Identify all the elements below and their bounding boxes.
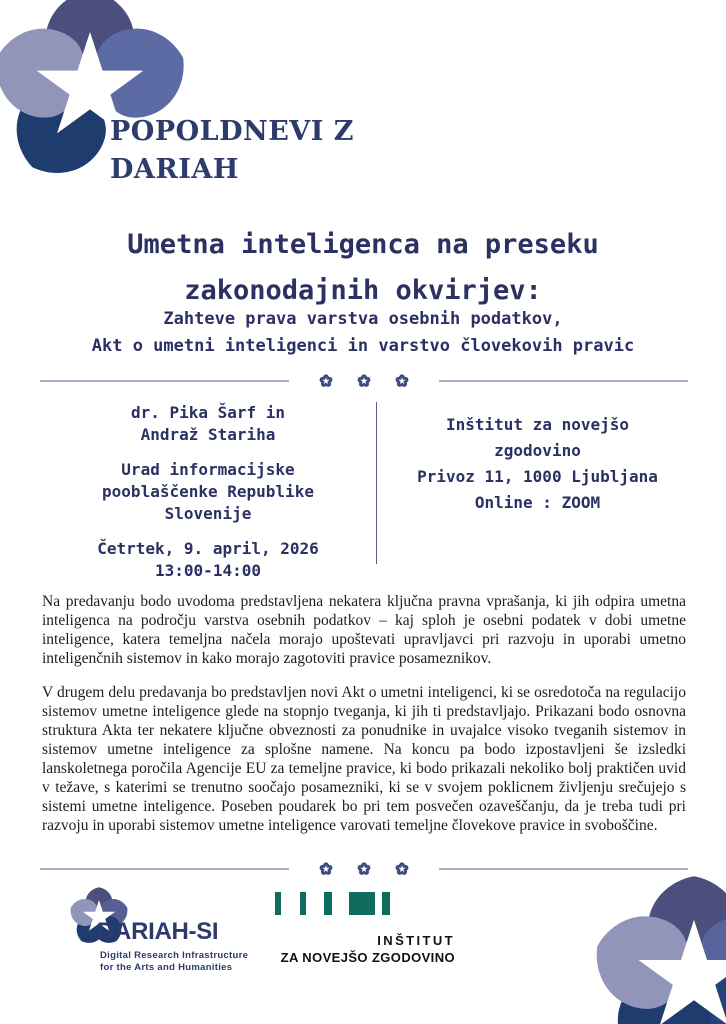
inz-barcode-icon [275,892,455,915]
event-title-line1: Umetna inteligenca na preseku [127,229,599,260]
flower-icon [319,862,333,876]
organization-line: pooblaščenke Republike [102,482,314,501]
divider-line [439,868,688,870]
event-title-line2: zakonodajnih okvirjev: [184,275,542,306]
inz-text-line2: ZA NOVEJŠO ZGODOVINO [280,950,455,965]
organization-line: Slovenije [164,504,252,523]
divider-ornament [319,374,409,388]
event-details [40,398,698,595]
description-paragraph-1: Na predavanju bodo uvodoma predstavljena nekatera ključna pravna vprašanja, ki jih odpira umetna inteligenca na področju varstva osebnih podatkov – kaj sploh je osebni podatek v dobi umetne inteligence, katera temeljna načela morajo upoštevati upravljavci pri razvoju in uporabi umetno inteligenčnih sistemov in kako morajo zagotoviti pravice posameznikov. [42,593,686,667]
flower-icon [395,374,409,388]
event-subtitle-line2: Akt o umetni inteligenci in varstvo človekovih pravic [91,336,635,356]
description-paragraph-2: V drugem delu predavanja bo predstavljen novi Akt o umetni inteligenci, ki se osredotoča na regulacijo sistemov umetne inteligence glede na stopnjo tveganja, ki jih ti predstavljajo. Prikazani bodo osnovna struktura Akta ter nekatere ključne obveznosti za ponudnike in uvajalce visoko tveganih sistemov in sistemov umetne inteligence za splošne namene. Na koncu pa bodo izpostavljeni še izsledki lanskoletnega poročila Agencije EU za temeljne pravice, ki bodo prikazali nekoliko bolj praktičen uvid v težave, s katerimi se trenutno soočajo posamezniki, ki se v svojem poklicnem življenju srečujejo s sistemi umetne inteligence. Poseben poudarek bo pri tem posvečen ozaveščanju, da je treba tudi pri razvoju in uporabi sistemov umetne inteligence varovati temeljne človekove pravice in svoboščine. [42,684,686,834]
description [42,592,686,850]
event-time: 13:00-14:00 [155,561,261,580]
divider-top [40,374,688,388]
speakers-column [40,398,376,595]
speaker-line: Andraž Stariha [140,425,276,444]
venue-address: Privoz 11, 1000 Ljubljana [417,467,658,486]
dariah-flower-icon [588,872,726,1024]
event-subtitle-line1: Zahteve prava varstva osebnih podatkov, [163,309,563,329]
flower-icon [357,862,371,876]
divider-ornament [319,862,409,876]
flower-icon [395,862,409,876]
datetime-block [40,538,376,582]
venue-column [377,398,698,595]
speakers-block [40,402,376,446]
inz-logo-text [275,932,455,966]
event-subtitle [0,306,726,360]
flower-icon [357,374,371,388]
brand-title [110,113,354,189]
brand-title-line1: POPOLDNEVI Z [110,116,354,147]
inz-text-line1: INŠTITUT [377,933,455,948]
event-date: Četrtek, 9. april, 2026 [97,539,319,558]
venue-line: zgodovino [494,441,581,460]
divider-line [40,380,289,382]
event-title [0,222,726,314]
dariah-si-tagline-line2: for the Arts and Humanities [100,961,233,973]
dariah-si-logo-text: DARIAH-SI [97,918,219,945]
venue-line: Inštitut za novejšo [445,415,630,434]
divider-line [40,868,289,870]
organization-line: Urad informacijske [121,460,295,479]
organization-block [40,459,376,525]
dariah-si-tagline-line1: Digital Research Infrastructure [100,950,249,961]
flower-icon [319,374,333,388]
speaker-line: dr. Pika Šarf in [130,403,286,422]
venue-online: Online : ZOOM [474,493,601,512]
dariah-si-tagline [100,950,248,973]
divider-line [439,380,688,382]
inz-logo [275,892,455,966]
brand-title-line2: DARIAH [110,154,239,185]
